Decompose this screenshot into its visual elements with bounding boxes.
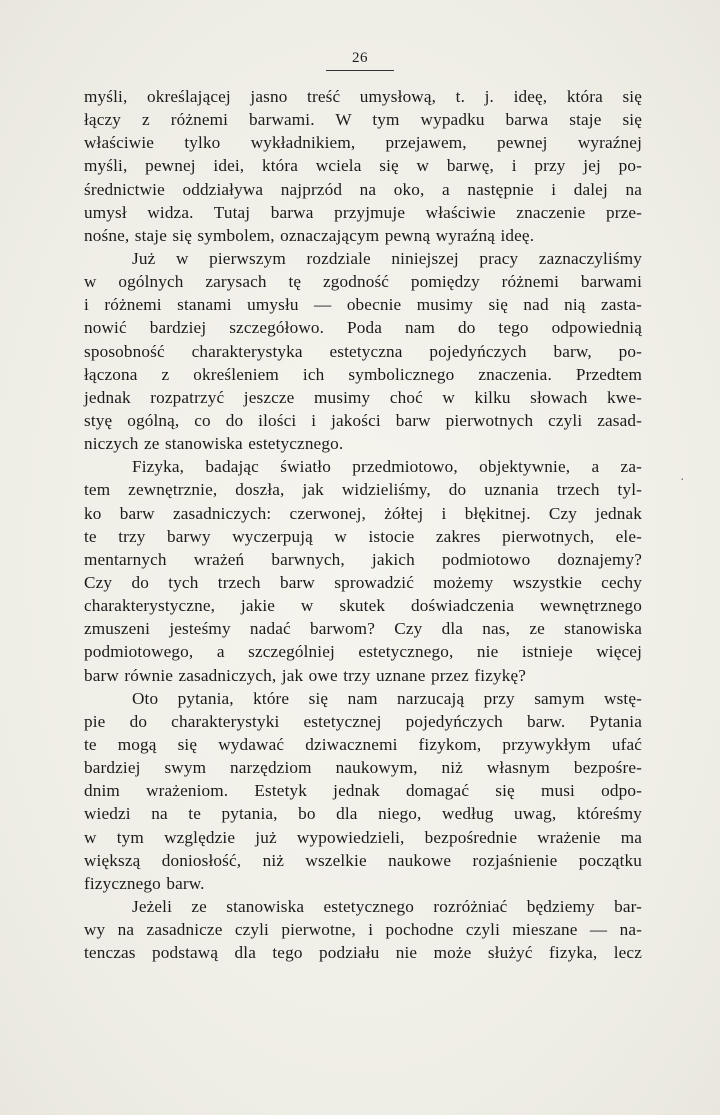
text-line: niczych ze stanowiska estetycznego. (84, 434, 344, 454)
text-line: Oto pytania, które się nam narzucają przy samym wstę- (132, 688, 642, 708)
text-line: łączona z określeniem ich symbolicznego znaczenia. Przedtem (84, 364, 642, 384)
margin-ink-mark: ⸱ (680, 472, 684, 487)
text-line: wy na zasadnicze czyli pierwotne, i pochodne czyli mieszane — na- (84, 920, 642, 940)
text-line: nośne, staje się symbolem, oznaczającym pewną wyraźną ideę. (84, 225, 535, 245)
text-line: w ogólnych zarysach tę zgodność pomiędzy różnemi barwami (84, 272, 642, 292)
text-line: w tym względzie już wypowiedzieli, bezpośrednie wrażenie ma (84, 827, 642, 847)
text-line: zmuszeni jesteśmy nadać barwom? Czy dla nas, ze stanowiska (84, 619, 642, 639)
text-line: i różnemi stanami umysłu — obecnie musimy się nad nią zasta- (84, 295, 642, 315)
page-number: 26 (326, 50, 394, 71)
text-line: charakterystyczne, jakie w skutek doświadczenia wewnętrznego (84, 596, 642, 616)
text-line: tem zewnętrznie, doszła, jak widzieliśmy, do uznania trzech tyl- (84, 480, 642, 500)
text-line: właściwie tylko wykładnikiem, przejawem, pewnej wyraźnej (84, 133, 642, 153)
text-line: te trzy barwy wyczerpują w istocie zakres pierwotnych, ele- (84, 526, 642, 546)
text-line: bardziej swym narzędziom naukowym, niż własnym bezpośre- (84, 758, 642, 778)
text-line: sposobność charakterystyka estetyczna pojedyńczych barw, po- (84, 341, 642, 361)
text-line: umysł widza. Tutaj barwa przyjmuje właściwie znaczenie prze- (84, 202, 642, 222)
text-line: Fizyka, badając światło przedmiotowo, objektywnie, a za- (132, 457, 642, 477)
text-line: Czy do tych trzech barw sprowadzić możemy wszystkie cechy (84, 572, 642, 592)
text-line: dnim wrażeniom. Estetyk jednak domagać się musi odpo- (84, 781, 642, 801)
text-line: większą doniosłość, niż wszelkie naukowe rozjaśnienie początku (84, 850, 642, 870)
text-line: te mogą się wydawać dziwacznemi fizykom, przywykłym ufać (84, 734, 642, 754)
text-line: myśli, pewnej idei, która wciela się w barwę, i przy jej po- (84, 156, 642, 176)
text-line: podmiotowego, a szczególniej estetycznego, nie istnieje więcej (84, 642, 642, 662)
text-line: Jeżeli ze stanowiska estetycznego rozróżniać będziemy bar- (132, 896, 642, 916)
text-line: ko barw zasadniczych: czerwonej, żółtej i błękitnej. Czy jednak (84, 503, 642, 523)
text-line: nowić bardziej szczegółowo. Poda nam do tego odpowiednią (84, 318, 642, 338)
text-line: Już w pierwszym rozdziale niniejszej pracy zaznaczyliśmy (132, 248, 642, 268)
text-line: pie do charakterystyki estetycznej pojedyńczych barw. Pytania (84, 711, 642, 731)
text-line: łączy z różnemi barwami. W tym wypadku barwa staje się (84, 110, 642, 130)
text-line: jednak rozpatrzyć jeszcze musimy choć w kilku słowach kwe- (84, 387, 642, 407)
page-header (0, 49, 720, 71)
text-line: średnictwie oddziaływa najprzód na oko, a następnie i dalej na (84, 179, 642, 199)
text-line: myśli, określającej jasno treść umysłową, t. j. ideę, która się (84, 87, 642, 106)
text-line: tenczas podstawą dla tego podziału nie może służyć fizyka, lecz (84, 943, 642, 963)
text-line: barw równie zasadniczych, jak owe trzy uznane przez fizykę? (84, 665, 527, 685)
text-line: mentarnych wrażeń barwnych, jakich podmiotowo doznajemy? (84, 549, 642, 569)
text-line: styę ogólną, co do ilości i jakości barw pierwotnych czyli zasad- (84, 410, 642, 430)
text-line: fizycznego barw. (84, 873, 205, 893)
text-line: wiedzi na te pytania, bo dla niego, według uwag, któreśmy (84, 804, 642, 824)
page-body-text (84, 85, 642, 964)
